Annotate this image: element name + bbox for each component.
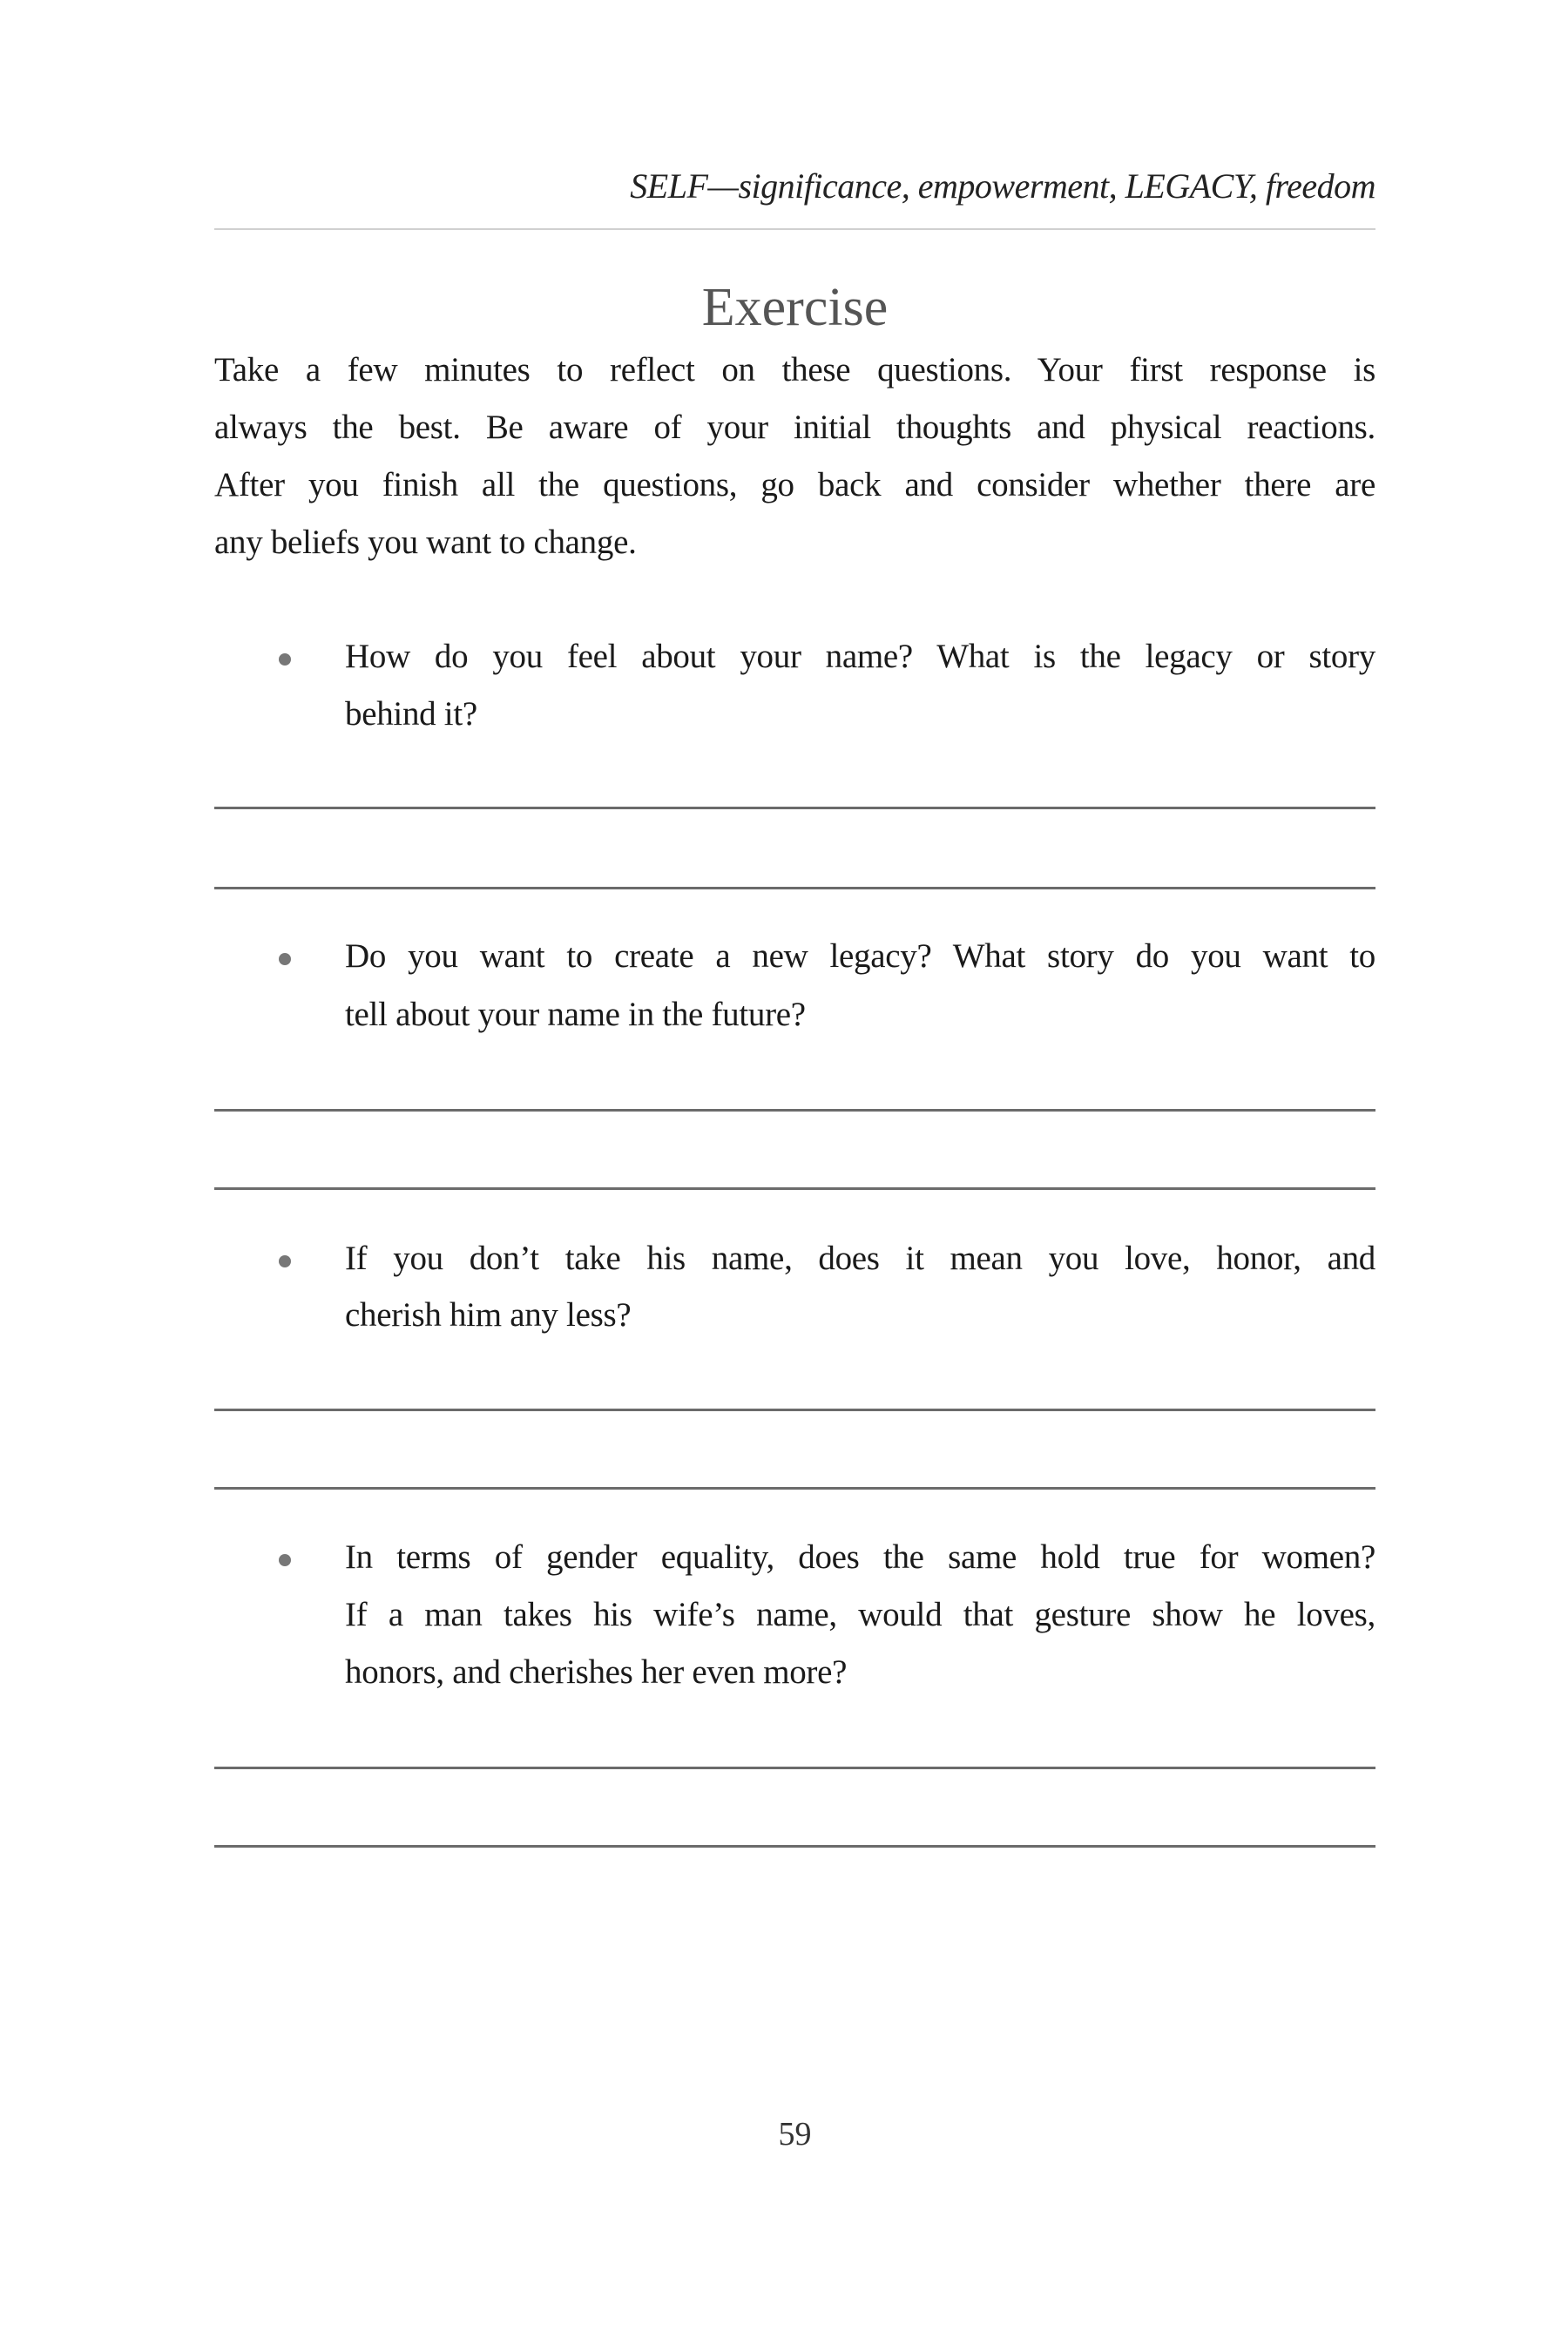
- header-divider: [214, 228, 1375, 230]
- answer-line[interactable]: [214, 1487, 1375, 1490]
- answer-line[interactable]: [214, 1767, 1375, 1769]
- answer-line[interactable]: [214, 1187, 1375, 1190]
- question-1-line: How do you feel about your name? What is the legacy or story: [345, 638, 1375, 675]
- question-2-line: Do you want to create a new legacy? What story do you want to: [345, 937, 1375, 975]
- page-number: 59: [778, 2116, 812, 2153]
- answer-line[interactable]: [214, 1109, 1375, 1112]
- question-4-line: honors, and cherishes her even more?: [345, 1653, 848, 1691]
- question-4-line: If a man takes his wife’s name, would that gesture show he loves,: [345, 1596, 1375, 1633]
- intro-line: any beliefs you want to change.: [214, 524, 637, 561]
- intro-line: After you finish all the questions, go back and consider whether there are: [214, 466, 1375, 504]
- question-4-line: In terms of gender equality, does the same hold true for women?: [345, 1538, 1375, 1576]
- answer-line[interactable]: [214, 1845, 1375, 1848]
- bullet-icon: [279, 1554, 291, 1566]
- page-title: Exercise: [701, 278, 889, 337]
- question-3-line: cherish him any less?: [345, 1296, 632, 1334]
- bullet-icon: [279, 953, 291, 965]
- bullet-icon: [279, 1255, 291, 1267]
- answer-line[interactable]: [214, 887, 1375, 889]
- answer-line[interactable]: [214, 1409, 1375, 1411]
- question-3-line: If you don’t take his name, does it mean you love, honor, and: [345, 1240, 1375, 1277]
- running-head: SELF—significance, empowerment, LEGACY, freedom: [630, 166, 1375, 206]
- question-1-line: behind it?: [345, 695, 477, 733]
- question-2-line: tell about your name in the future?: [345, 996, 806, 1033]
- bullet-icon: [279, 653, 291, 666]
- intro-line: always the best. Be aware of your initial thoughts and physical reactions.: [214, 409, 1375, 446]
- answer-line[interactable]: [214, 807, 1375, 809]
- intro-line: Take a few minutes to reflect on these questions. Your first response is: [214, 351, 1375, 389]
